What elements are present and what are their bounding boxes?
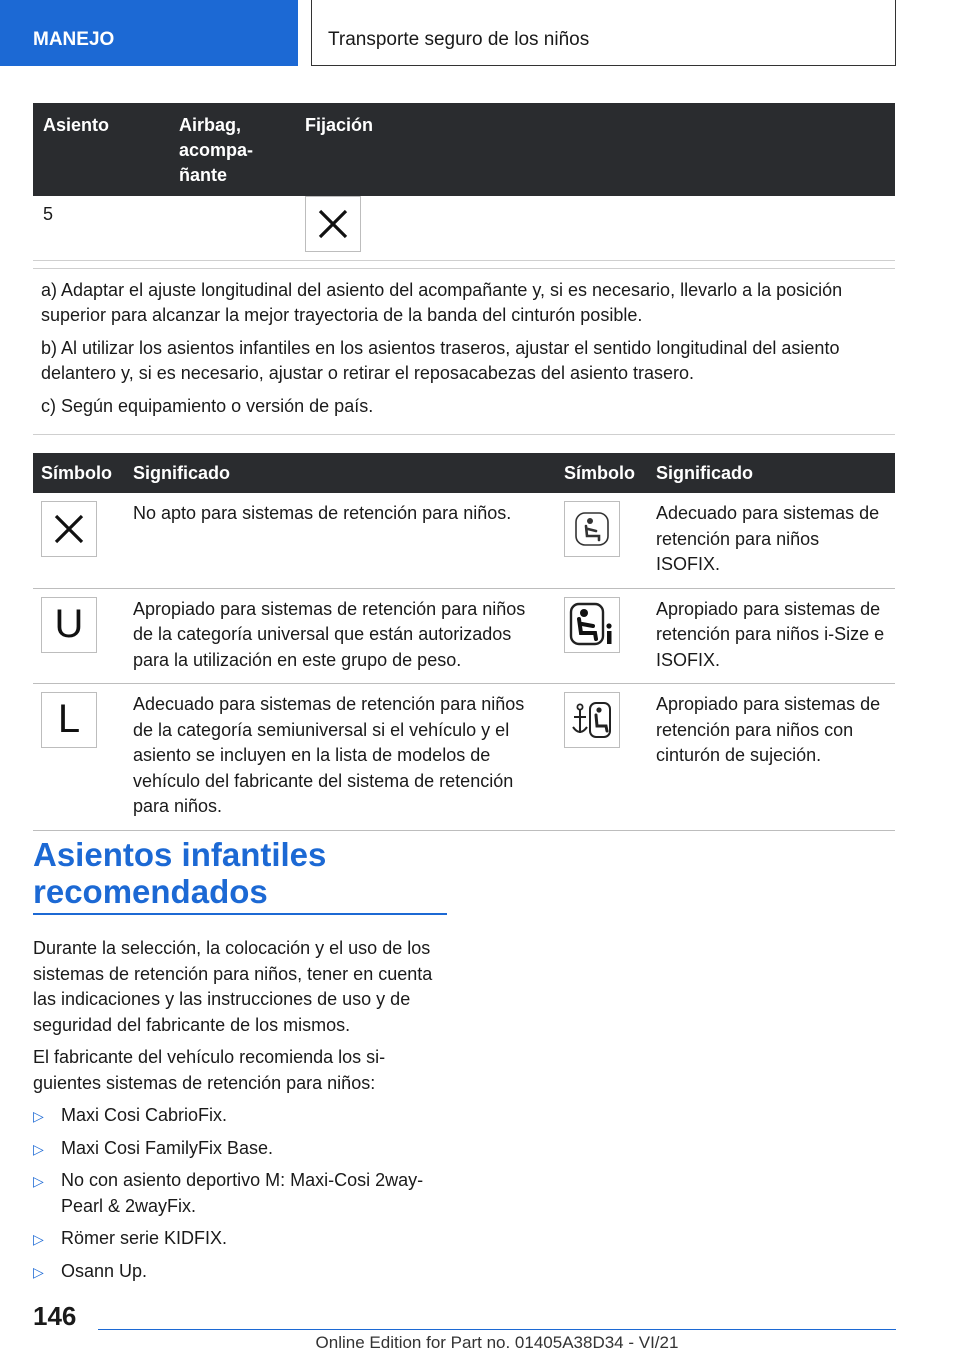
list-item-text: Maxi Cosi CabrioFix. bbox=[61, 1105, 228, 1125]
anchor-seat-icon bbox=[564, 692, 620, 748]
symbol-cell bbox=[556, 493, 648, 588]
footer-rule bbox=[98, 1329, 896, 1330]
list-item bbox=[33, 1136, 453, 1162]
seat-table bbox=[33, 103, 895, 261]
paragraph: Durante la selección, la colocación y el uso de los sistemas de retención para niños, tener en cuenta las indicaciones y las instrucciones de uso y de seguridad del fabricante de los mismos. bbox=[33, 938, 433, 1035]
seat-number: 5 bbox=[33, 196, 169, 261]
isofix-seat-icon bbox=[564, 501, 620, 557]
section-body bbox=[33, 936, 453, 1291]
meaning-cell: No apto para sistemas de retención para niños. bbox=[125, 493, 556, 588]
section-heading-line1: Asientos infantiles bbox=[33, 836, 327, 873]
list-item bbox=[33, 1226, 453, 1252]
table-row bbox=[33, 588, 895, 684]
meaning-cell: Apropiado para sistemas de retención para niños i-Size e ISOFIX. bbox=[648, 588, 895, 684]
symbol-table bbox=[33, 453, 895, 831]
symbol-table-header bbox=[33, 453, 895, 493]
header-symbol-left: Símbolo bbox=[33, 453, 125, 493]
list-item bbox=[33, 1103, 453, 1129]
header-fixation: Fijación bbox=[295, 103, 895, 196]
x-icon bbox=[41, 501, 97, 557]
triangle-bullet-icon: ▷ bbox=[33, 1263, 44, 1280]
header-meaning-left: Significado bbox=[125, 453, 556, 493]
seat-table-header bbox=[33, 103, 895, 196]
list-item-text: Osann Up. bbox=[61, 1260, 148, 1281]
header-airbag-line3: ñante bbox=[179, 165, 228, 185]
section-heading bbox=[33, 836, 326, 910]
table-row bbox=[33, 684, 895, 831]
chapter-title: Transporte seguro de los niños bbox=[311, 0, 896, 66]
u-letter-icon bbox=[41, 597, 97, 653]
header-meaning-right: Significado bbox=[648, 453, 895, 493]
symbol-cell bbox=[556, 684, 648, 831]
header-airbag-line2: acompa- bbox=[179, 140, 254, 160]
footnote-c: c) Según equipamiento o versión de país. bbox=[41, 396, 374, 416]
paragraph: El fabricante del vehículo recomienda los si-guientes sistemas de retención para niños: bbox=[33, 1047, 386, 1093]
symbol-cell bbox=[33, 684, 125, 831]
page-number: 146 bbox=[33, 1301, 77, 1331]
meaning-cell: Apropiado para sistemas de retención para niños de la categoría universal que están autorizados para la utilización en este grupo de peso. bbox=[125, 588, 556, 684]
header-airbag bbox=[169, 103, 295, 196]
header-seat: Asiento bbox=[33, 103, 169, 196]
table-row bbox=[33, 196, 895, 261]
meaning-cell: Adecuado para sistemas de retención para niños de la categoría semiuniversal si el vehículo y el asiento se incluyen en la lista de modelos de vehículo del fabricante del sistema de retención para niños. bbox=[125, 684, 556, 831]
symbol-cell bbox=[556, 588, 648, 684]
list-item-text: No con asiento deportivo M: Maxi-Cosi 2way-Pearl & 2wayFix. bbox=[61, 1170, 424, 1216]
list-item bbox=[33, 1168, 453, 1219]
meaning-cell: Adecuado para sistemas de retención para niños ISOFIX. bbox=[648, 493, 895, 588]
section-tab: MANEJO bbox=[0, 0, 298, 66]
footnote-b: b) Al utilizar los asientos infantiles en los asientos traseros, ajustar el sentido longitudinal del asiento delantero y, si es necesario, ajustar o retirar el reposacabezas del asiento trasero. bbox=[41, 338, 840, 383]
airbag-cell bbox=[169, 196, 295, 261]
symbol-cell bbox=[33, 588, 125, 684]
header-symbol-right: Símbolo bbox=[556, 453, 648, 493]
l-letter: L bbox=[57, 697, 81, 742]
u-letter: U bbox=[54, 601, 84, 646]
triangle-bullet-icon: ▷ bbox=[33, 1140, 44, 1157]
l-letter-icon bbox=[41, 692, 97, 748]
heading-rule bbox=[33, 913, 447, 915]
meaning-cell: Apropiado para sistemas de retención para niños con cinturón de sujeción. bbox=[648, 684, 895, 831]
footnotes bbox=[33, 268, 895, 435]
triangle-bullet-icon: ▷ bbox=[33, 1231, 44, 1247]
list-item bbox=[33, 1259, 453, 1285]
fixation-cell bbox=[295, 196, 895, 261]
i-size-seat-icon bbox=[564, 597, 620, 653]
x-icon bbox=[305, 196, 361, 252]
list-item-text: Römer serie KIDFIX. bbox=[61, 1228, 228, 1248]
section-heading-line2: recomendados bbox=[33, 873, 268, 910]
triangle-bullet-icon: ▷ bbox=[33, 1108, 44, 1124]
page-header bbox=[0, 0, 960, 66]
footnote-a: a) Adaptar el ajuste longitudinal del asiento del acompañante y, si es necesario, llevarlo a la posición superior para alcanzar la mejor trayectoria de la banda del cinturón posible. bbox=[41, 280, 843, 325]
triangle-bullet-icon: ▷ bbox=[33, 1173, 44, 1189]
edition-footer: Online Edition for Part no. 01405A38D34 - VI/21 bbox=[315, 1333, 679, 1352]
recommended-list bbox=[33, 1103, 453, 1284]
list-item-text: Maxi Cosi FamilyFix Base. bbox=[61, 1137, 274, 1158]
symbol-cell bbox=[33, 493, 125, 588]
table-row bbox=[33, 493, 895, 588]
header-airbag-line1: Airbag, bbox=[179, 115, 242, 135]
